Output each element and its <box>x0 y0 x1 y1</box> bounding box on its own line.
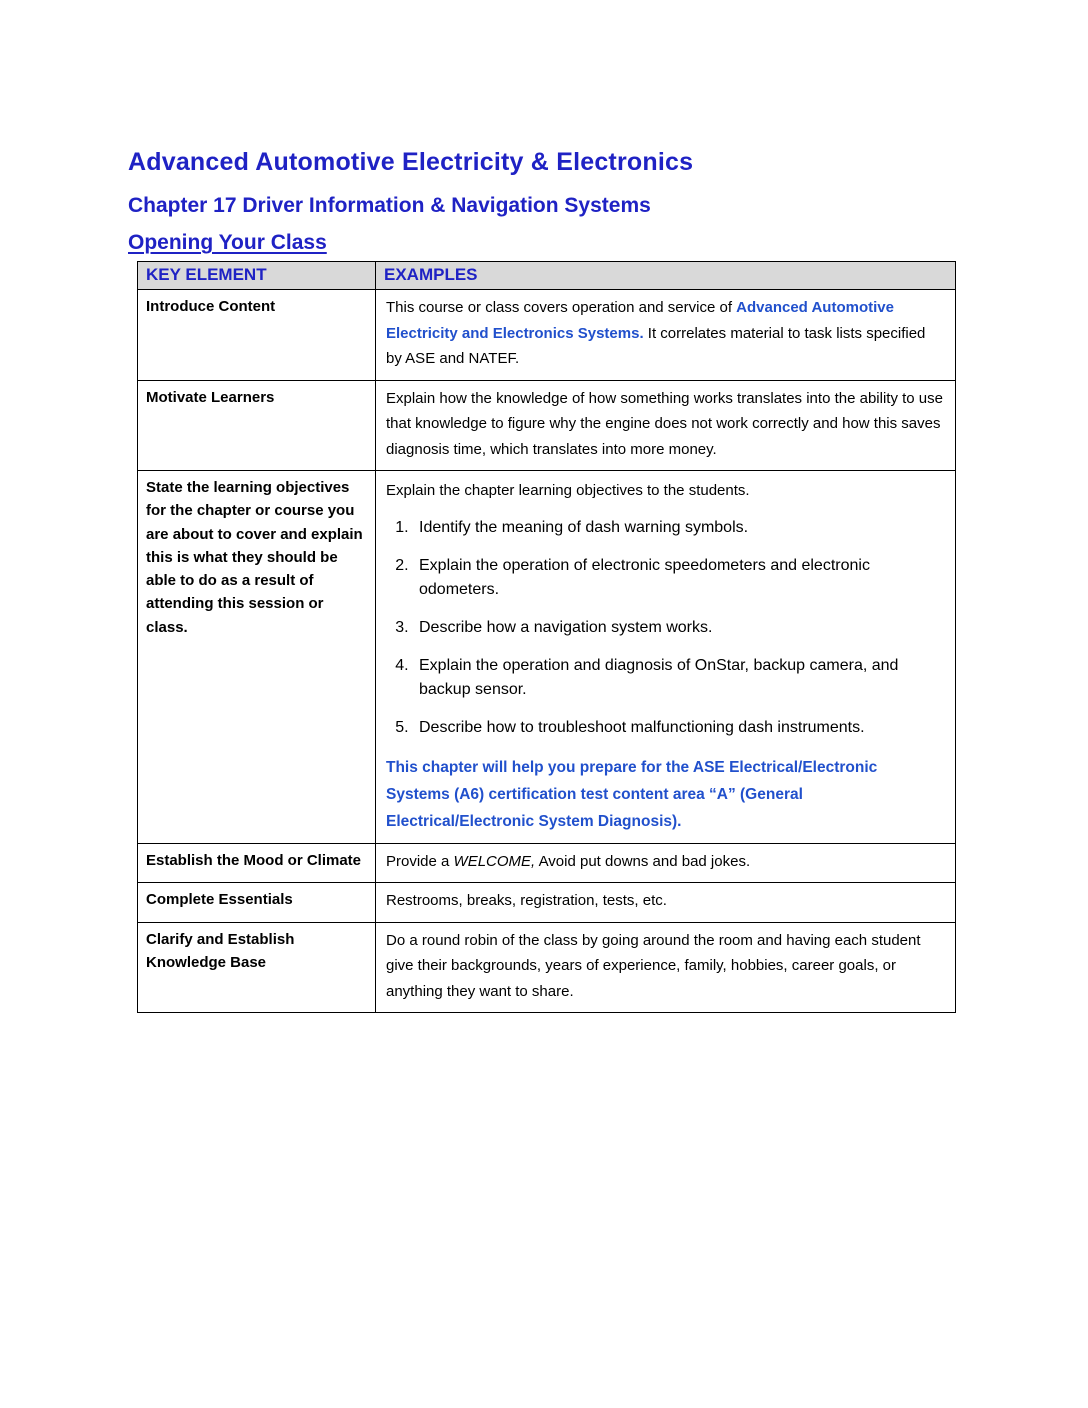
key-element-cell: Complete Essentials <box>138 883 376 923</box>
objectives-list <box>386 516 943 740</box>
table-row-establish-mood <box>138 843 956 883</box>
examples-cell <box>376 471 956 844</box>
key-element-cell: Introduce Content <box>138 290 376 381</box>
table-row-complete-essentials <box>138 883 956 923</box>
table-row-introduce-content <box>138 290 956 381</box>
key-element-cell: Establish the Mood or Climate <box>138 843 376 883</box>
key-element-cell: State the learning objectives for the chapter or course you are about to cover and explain this is what they should be able to do as a result of attending this session or class. <box>138 471 376 844</box>
example-text: This course or class covers operation and service of <box>386 299 737 316</box>
examples-cell: Restrooms, breaks, registration, tests, etc. <box>376 883 956 923</box>
examples-cell: Do a round robin of the class by going around the room and having each student give their backgrounds, years of experience, family, hobbies, career goals, or anything they want to share. <box>376 922 956 1013</box>
example-text: It correlates material to task lists specified by ASE and NATEF. <box>386 324 926 367</box>
table-header-row <box>138 262 956 290</box>
objective-item: 2. Explain the operation of electronic speedometers and electronic odometers. <box>413 554 943 602</box>
section-heading: Opening Your Class <box>128 231 327 254</box>
examples-cell: Explain how the knowledge of how something works translates into the ability to use that knowledge to figure why the engine does not work correctly and how this saves diagnosis time, which translates into more money. <box>376 380 956 471</box>
key-element-cell: Motivate Learners <box>138 380 376 471</box>
example-italic-text: WELCOME, <box>453 852 536 870</box>
table-row-motivate-learners <box>138 380 956 471</box>
table-row-learning-objectives <box>138 471 956 844</box>
objectives-intro-text: Explain the chapter learning objectives to the students. <box>386 482 750 499</box>
table-row-clarify-knowledge-base <box>138 922 956 1013</box>
chapter-heading: Chapter 17 Driver Information & Navigation Systems <box>128 194 651 217</box>
key-element-cell: Clarify and Establish Knowledge Base <box>138 922 376 1013</box>
example-text: Provide a <box>386 852 454 870</box>
ase-certification-note: This chapter will help you prepare for the ASE Electrical/Electronic Systems (A6) certification test content area “A” (General Electrical/Electronic System Diagnosis). <box>386 758 878 830</box>
examples-cell <box>376 843 956 883</box>
example-highlight-text: Advanced Automotive Electricity and Electronics Systems. <box>386 299 894 342</box>
col-header-key-element: KEY ELEMENT <box>138 262 376 290</box>
example-text: Avoid put downs and bad jokes. <box>535 852 751 870</box>
opening-class-table <box>137 261 956 1013</box>
objective-item: 3. Describe how a navigation system works. <box>413 616 943 640</box>
objective-item: 4. Explain the operation and diagnosis of OnStar, backup camera, and backup sensor. <box>413 654 943 702</box>
col-header-examples: EXAMPLES <box>376 262 956 290</box>
objective-item: 5. Describe how to troubleshoot malfunctioning dash instruments. <box>413 716 943 740</box>
examples-cell <box>376 290 956 381</box>
page-title: Advanced Automotive Electricity & Electronics <box>128 148 694 176</box>
document-page <box>128 148 960 1013</box>
objective-item: 1. Identify the meaning of dash warning symbols. <box>413 516 943 540</box>
